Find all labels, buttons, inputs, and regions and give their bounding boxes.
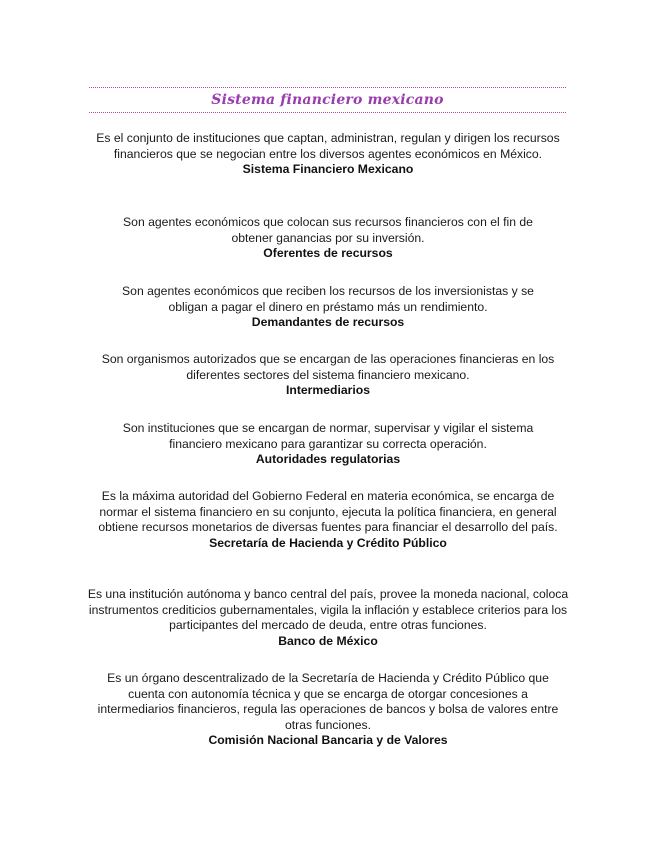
glossary-entry: [105, 284, 551, 331]
entry-term: Sistema Financiero Mexicano: [242, 162, 414, 176]
page-title: Sistema financiero mexicano: [211, 92, 444, 108]
entry-term: Banco de México: [278, 633, 378, 648]
entry-description: Son organismos autorizados que se encargan de las operaciones financieras en los diferentes sectores del sistema financiero mexicano.: [101, 352, 555, 382]
entry-description: Es el conjunto de instituciones que captan, administran, regulan y dirigen los recursos financieros que se negocian entre los diversos agentes económicos en México.: [96, 131, 560, 161]
entry-term: Oferentes de recursos: [263, 246, 393, 260]
entry-description: Son agentes económicos que reciben los recursos de los inversionistas y se obligan a pagar el dinero en préstamo más un rendimiento.: [122, 284, 534, 314]
title-band: [89, 87, 566, 113]
entry-description: Son agentes económicos que colocan sus recursos financieros con el fin de obtener ganancias por su inversión.: [123, 215, 533, 245]
glossary-entry: [104, 421, 552, 468]
entry-term: Intermediarios: [286, 383, 370, 397]
glossary-entry: [92, 671, 564, 749]
entry-term: Demandantes de recursos: [251, 315, 405, 329]
entry-description: Es una institución autónoma y banco central del país, provee la moneda nacional, coloca instrumentos crediticios gubernamentales, vigila la inflación y establece criterios para los participantes del mercado de deuda, entre otras funciones.: [87, 587, 569, 632]
entry-description: Son instituciones que se encargan de normar, supervisar y vigilar el sistema financiero mexicano para garantizar su correcta operación.: [122, 421, 534, 451]
entry-description: Es un órgano descentralizado de la Secretaría de Hacienda y Crédito Público que cuenta con autonomía técnica y que se encarga de otorgar concesiones a intermediarios financieros, regula las operaciones de bancos y bolsa de valores entre otras funciones.: [97, 671, 559, 732]
entry-term: Comisión Nacional Bancaria y de Valores: [208, 733, 448, 747]
entry-term: Secretaría de Hacienda y Crédito Público: [209, 535, 447, 550]
entry-description: Es la máxima autoridad del Gobierno Federal en materia económica, se encarga de normar el sistema financiero en su conjunto, ejecuta la política financiera, en general obtiene recursos monetarios de diversas fuentes para financiar el desarrollo del país.: [98, 489, 558, 534]
glossary-entry: [94, 489, 562, 551]
glossary-entry: [92, 131, 564, 178]
glossary-entry: [94, 352, 562, 399]
glossary-entry: [105, 215, 551, 262]
glossary-entry: [86, 587, 570, 649]
entry-term: Autoridades regulatorias: [255, 452, 401, 466]
